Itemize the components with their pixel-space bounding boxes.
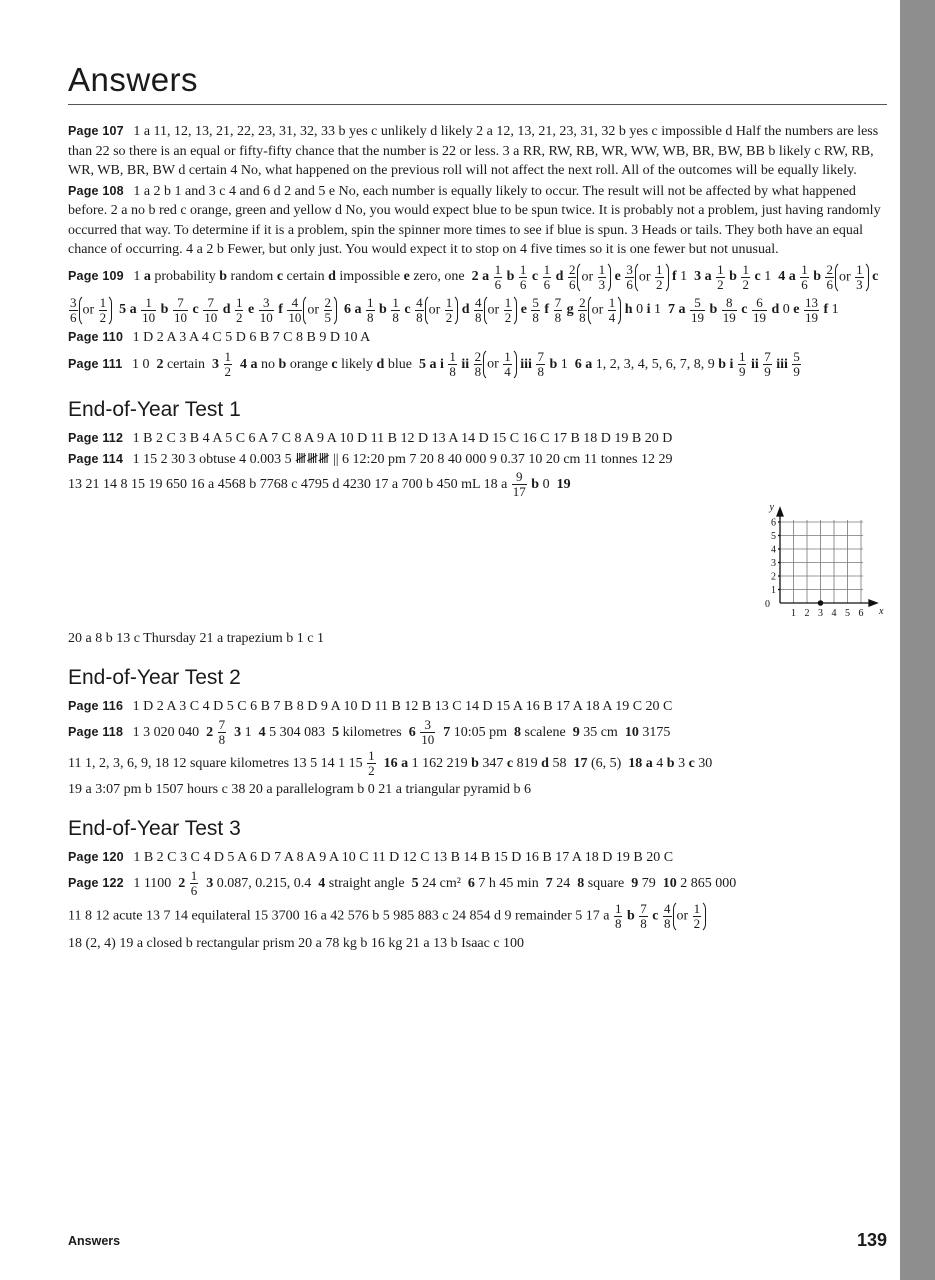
page-label: Page 112 (68, 431, 124, 445)
y-tick-label: 1 (771, 585, 776, 596)
answer-text: 1 0 2 certain 3 $\frac{1}{2}$ 4 a no b orange c likely d blue 5 a i $\frac{1}{8}$ ii $\frac{2}{8}$ or $\frac{1}{4}$ iii $\frac{7}{8}$ b 1 6 a 1, 2, 3, 4, 5, 6, 7, 8, 9 b i $\frac{1}{9}$ ii $\frac{7}{9}$ iii $\frac{5}{9}$ (131, 349, 800, 379)
answer-page-112 (68, 429, 888, 449)
answer-text: 1 1100 2 $\frac{1}{6}$ 3 0.087, 0.215, 0.4 4 straight angle 5 24 cm² 6 7 h 45 min 7 24 8 square 9 79 10 2 865 000 (133, 868, 737, 899)
answer-text: 1 3 020 040 2 $\frac{7}{8}$ 3 1 4 5 304 083 5 kilometres 6 $\frac{3}{10}$ 7 10:05 pm 8 scalene 9 35 cm 10 3175 (132, 717, 671, 748)
x-axis-arrow (869, 600, 877, 606)
answer-page-114-end (68, 629, 888, 649)
section-heading: End-of-Year Test 1 (68, 398, 241, 421)
answer-page-118 (68, 717, 888, 748)
answer-text: 18 (2, 4) 19 a closed b rectangular prism 20 a 78 kg b 16 kg 21 a 13 b Isaac c 100 (68, 936, 525, 951)
answer-text: 1 a probability b random c certain d impossible e zero, one 2 a $\frac{1}{6}$ b $\frac{1}{6}$ c $\frac{1}{6}$ d $\frac{2}{6}$ or $\frac{1}{3}$ e $\frac{3}{6}$ or $\frac{1}{2}$ f 1 3 a $\frac{1}{2}$ b $\frac{1}{2}$ c 1 4 a $\frac{1}{6}$ b $\frac{2}{6}$ or $\frac{1}{3}$ c $\frac{3}{6}$ or $\frac{1}{2}$ 5 a $\frac{1}{10}$ b $\frac{7}{10}$ c $\frac{7}{10}$ d $\frac{1}{2}$ e $\frac{3}{10}$ f $\frac{4}{10}$ or $\frac{2}{5}$ 6 a $\frac{1}{8}$ b $\frac{1}{8}$ c $\frac{4}{8}$ or $\frac{1}{2}$ d $\frac{4}{8}$ or $\frac{1}{2}$ e $\frac{5}{8}$ f $\frac{7}{8}$ g $\frac{2}{8}$ or $\frac{1}{4}$ h 0 i 1 7 a $\frac{5}{19}$ b $\frac{8}{19}$ c $\frac{6}{19}$ d 0 e $\frac{13}{19}$ f 1 (70, 261, 879, 325)
section-heading: End-of-Year Test 2 (68, 665, 241, 689)
y-axis-label: y (769, 502, 774, 513)
answer-text: 1 B 2 C 3 B 4 A 5 C 6 A 7 C 8 A 9 A 10 D 11 B 12 D 13 A 14 D 15 C 16 C 17 B 18 D 19 B 20 D (132, 431, 673, 446)
title-rule (68, 104, 887, 105)
answer-page-122-cont: 11 8 12 acute 13 7 14 equilateral 15 3700 16 a 42 576 b 5 985 883 c 24 854 d 9 remainder 5 17 a $\frac{1}{8}$ b $\frac{7}{8}$ c $\frac{4}{8}$ or $\frac{1}{2}$ (68, 900, 888, 933)
page-label: Page 111 (68, 356, 123, 371)
graph-container (68, 501, 888, 629)
answer-text: 13 21 14 8 15 19 650 16 a 4568 b 7768 c 4795 d 4230 17 a 700 b 450 mL 18 a (68, 477, 508, 492)
answer-page-109 (68, 261, 888, 327)
answer-page-122-end (68, 934, 888, 954)
answer-text: 20 a 8 b 13 c Thursday 21 a trapezium b 1 c 1 (68, 631, 324, 646)
page-label: Page 109 (68, 269, 124, 284)
page-label: Page 118 (68, 725, 124, 739)
answer-page-118-cont: 11 1, 2, 3, 6, 9, 18 12 square kilometres 13 5 14 1 15 $\frac{1}{2}$ 16 a 1 162 219 b 347 c 819 d 58 17 (6, 5) 18 a 4 b 3 c 30 (68, 748, 713, 779)
answer-text: 19 a 3:07 pm b 1507 hours c 38 20 a parallelogram b 0 21 a triangular pyramid b 6 (68, 782, 532, 797)
plotted-point (818, 600, 824, 606)
answer-page-116 (68, 697, 888, 717)
answer-page-114-cont: 13 21 14 8 15 19 650 16 a 4568 b 7768 c 4795 d 4230 17 a 700 b 450 mL 18 a $\frac{9}{17}$ b 0 19 (68, 469, 571, 500)
y-axis-arrow (777, 508, 783, 516)
coordinate-grid (698, 501, 888, 629)
footer-label: Answers (68, 1234, 121, 1248)
x-tick-label: 4 (831, 608, 837, 619)
page-label: Page 116 (68, 698, 124, 713)
page-label: Page 108 (68, 183, 124, 198)
answer-page-122 (68, 868, 888, 899)
x-tick-label: 1 (791, 608, 796, 619)
answer-text: 1 a 11, 12, 13, 21, 22, 23, 31, 32, 33 b yes c unlikely d likely 2 a 12, 13, 21, 23, 31, 32 b yes c impossible d Half the numbers are less than 22 so there is an equal or fifty-fifty chance that the number is 22 or less. 3 a RR, RW, RB, WR, WW, WB, BR, BW, BB b likely c RW, RB, WR, WB, BR, BW d certain 4 No, what happened on the previous roll will not affect the next roll. All of the outcomes will be equally likely. (68, 124, 879, 178)
page-label: Page 122 (68, 876, 124, 890)
origin-label: 0 (765, 599, 770, 610)
x-tick-label: 3 (818, 608, 823, 619)
page-label: Page 114 (68, 451, 124, 466)
page-label: Page 120 (68, 849, 124, 864)
answer-page-110 (68, 328, 888, 348)
answer-text: 11 8 12 acute 13 7 14 equilateral 15 3700 16 a 42 576 b 5 985 883 c 24 854 d 9 remainder 5 17 a (68, 908, 610, 924)
answer-text: 1 15 2 30 3 obtuse 4 0.003 5 𝍸𝍸𝍸 || 6 12:20 pm 7 20 8 40 000 9 0.37 10 20 cm 11 tonnes 12 29 (132, 451, 673, 467)
answer-page-118-end (68, 780, 888, 800)
y-tick-label: 3 (771, 558, 776, 569)
y-tick-label: 4 (771, 544, 776, 556)
answer-text: 1 a 2 b 1 and 3 c 4 and 6 d 2 and 5 e No, each number is equally likely to occur. The result will not be affected by what happened before. 2 a no b red c orange, green and yellow d No, you would expect blue to be spun twice. It is probably not a problem, just having randomly occurred that way. To determine if it is a problem, spin the spinner more times to see if blue is spun. 3 Heads or tails. They both have an equal chance of occurring. 4 a 2 b Fewer, but only just. You would expect it to stop on 4 five times so it is one fewer but not unusual. (68, 183, 881, 257)
page-label: Page 110 (68, 329, 124, 344)
answers-content (68, 122, 888, 955)
x-tick-label: 5 (845, 608, 850, 619)
y-tick-label: 5 (771, 531, 776, 542)
page-label: Page 107 (68, 124, 124, 138)
answer-text: 1 B 2 C 3 C 4 D 5 A 6 D 7 A 8 A 9 A 10 C 11 D 12 C 13 B 14 B 15 D 16 B 17 A 18 D 19 B 20 C (133, 849, 674, 865)
answer-page-114 (68, 450, 888, 470)
side-bar (900, 0, 935, 1280)
x-axis-label: x (879, 606, 884, 617)
answer-text: 1 D 2 A 3 C 4 D 5 C 6 B 7 B 8 D 9 A 10 D 11 B 12 B 13 C 14 D 15 A 16 B 17 A 18 A 19 C 20 C (132, 698, 673, 714)
x-tick-label: 2 (804, 608, 810, 619)
x-tick-label: 6 (858, 608, 864, 619)
answer-page-107 (68, 122, 888, 181)
answer-page-108 (68, 182, 888, 260)
y-tick-label: 6 (771, 517, 776, 529)
section-heading: End-of-Year Test 3 (68, 816, 241, 840)
page-title: Answers (68, 61, 199, 98)
answer-text: 11 1, 2, 3, 6, 9, 18 12 square kilometres 13 5 14 1 15 (68, 756, 363, 771)
answer-text: 1 D 2 A 3 A 4 C 5 D 6 B 7 C 8 B 9 D 10 A (132, 329, 371, 345)
y-tick-label: 2 (771, 571, 776, 583)
answer-page-111 (68, 348, 888, 381)
page-number: 139 (856, 1230, 887, 1250)
answer-page-120 (68, 848, 888, 868)
